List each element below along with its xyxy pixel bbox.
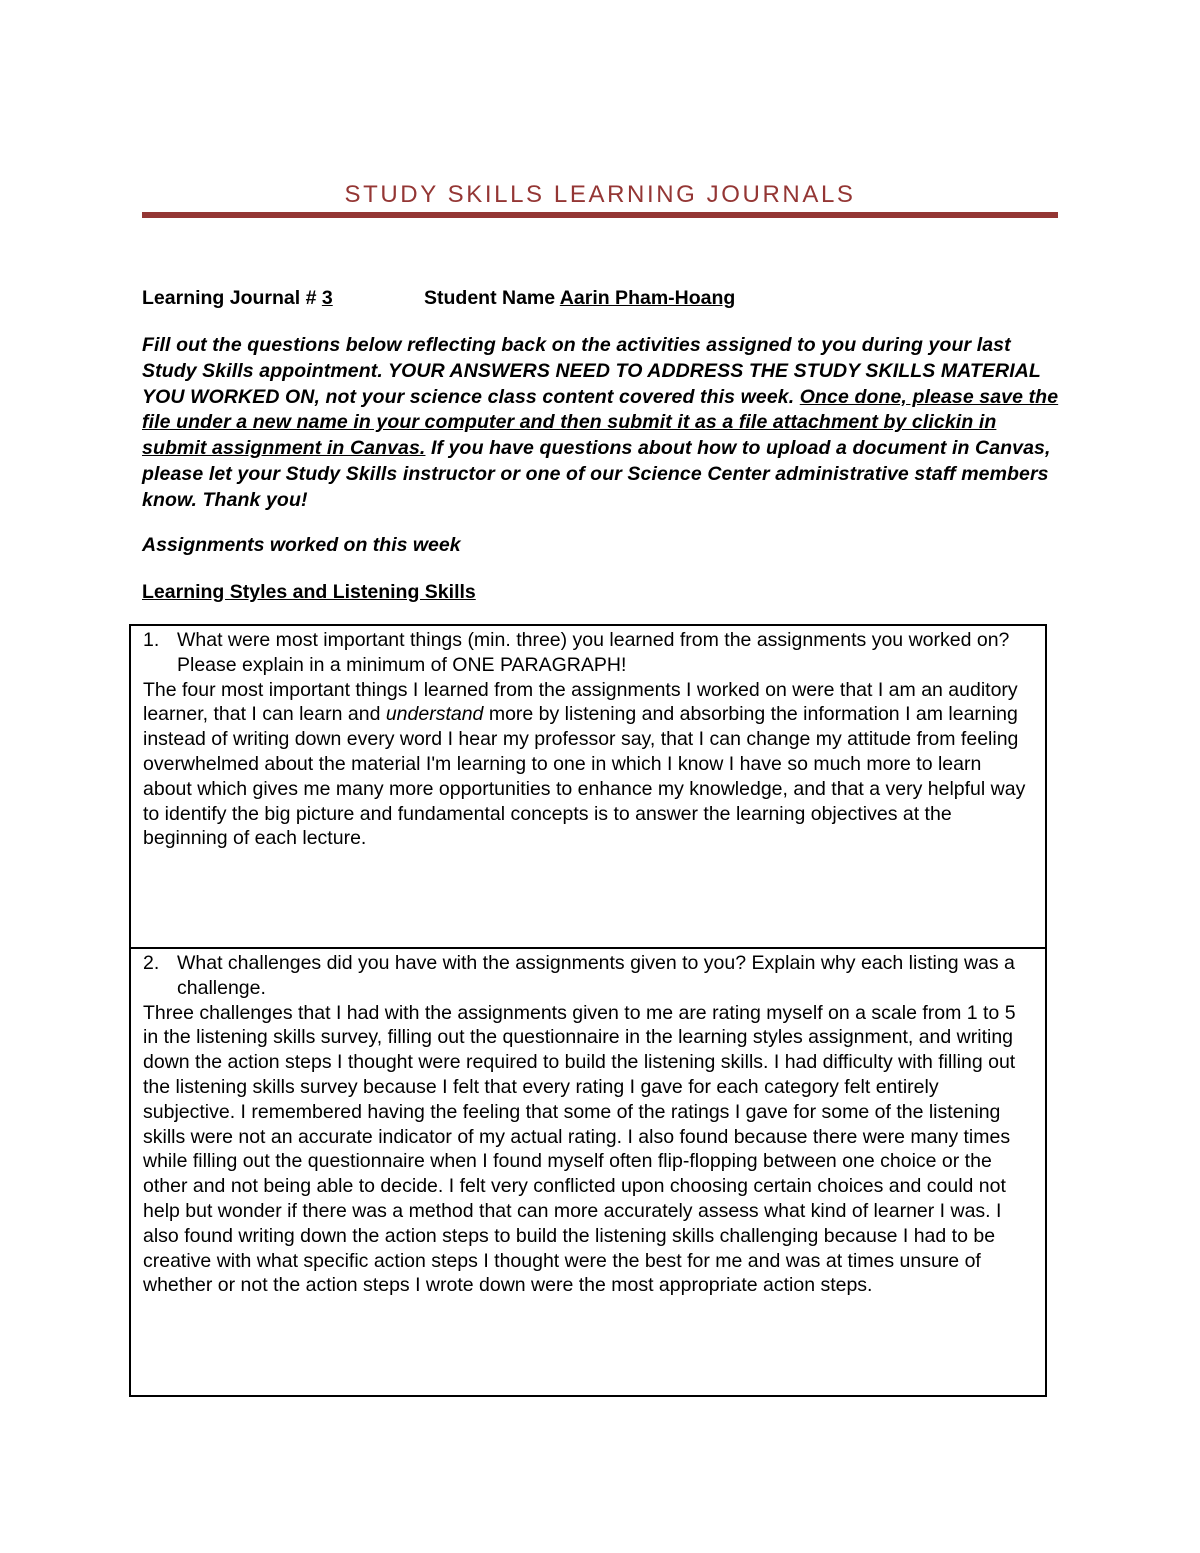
journal-number-label: Learning Journal # [142,287,322,309]
question-text-2: What challenges did you have with the assignments given to you? Explain why each listing was a challenge. [177,952,1015,999]
journal-number-value: 3 [321,287,333,309]
question-text-1: What were most important things (min. three) you learned from the assignments you worked on? Please explain in a minimum of ONE PARAGRAPH! [177,629,1010,676]
question-number-1: 1. [143,629,160,651]
student-name-value: Aarin Pham-Hoang [559,287,736,309]
answer-text-1 [143,678,1035,852]
student-name-group [424,287,735,310]
question-number-2: 2. [143,952,160,974]
journal-meta-line [142,287,736,310]
question-row-2 [143,951,1035,1001]
instructions-paragraph [142,333,1060,514]
question-cell-2 [131,949,1045,1395]
question-cell-1 [131,626,1045,949]
question-answer-table [129,624,1047,1397]
document-title: STUDY SKILLS LEARNING JOURNALS [344,181,856,208]
instructions-part-1: Fill out the questions below reflecting back on the activities assigned to you during your last Study Skills appointment. YOUR ANSWERS NEED TO ADDRESS THE STUDY SKILLS MATERIAL YOU WORKED ON, not your science class content covered this week. [142,334,1041,408]
assignments-heading: Assignments worked on this week [142,534,461,556]
answer-text-2: Three challenges that I had with the assignments given to me are rating myself on a scale from 1 to 5 in the listening skills survey, filling out the questionnaire in the learning styles assignment, and writing down the action steps I thought were required to build the listening skills. I had difficulty with filling out the listening skills survey because I felt that every rating I gave for each category felt entirely subjective. I remembered having the feeling that some of the ratings I gave for some of the listening skills were not an accurate indicator of my actual rating. I also found because there were many times while filling out the questionnaire when I found myself often flip-flopping between one choice or the other and not being able to decide. I felt very conflicted upon choosing certain choices and could not help but wonder if there was a method that can more accurately assess what kind of learner I was. I also found writing down the action steps to build the listening skills challenging because I had to be creative with what specific action steps I thought were the best for me and was at times unsure of whether or not the action steps I wrote down were the most appropriate action steps. [143,1001,1016,1297]
instructions-part-3: If you have questions about how to upload a document in Canvas, please let your Study Skills instructor or one of our Science Center administrative staff members know. Thank you! [142,437,1051,511]
answer-1-italic: understand [385,703,484,726]
instructions-part-2-underlined: Once done, please save the file under a new name in your computer and then submit it as a file attachment by clickin in submit assignment in Canvas. [142,385,1059,460]
question-row-1 [143,628,1035,678]
student-name-label: Student Name [424,287,560,309]
section-heading: Learning Styles and Listening Skills [142,581,476,603]
title-underline-rule [142,212,1058,218]
answer-1-after: more by listening and absorbing the information I am learning instead of writing down every word I hear my professor say, that I can change my attitude from feeling overwhelmed about the material I'm learning to one in which I know I have so much more to learn about which gives me many more opportunities to enhance my knowledge, and that a very helpful way to identify the big picture and fundamental concepts is to answer the learning objectives at the beginning of each lecture. [143,703,1026,850]
answer-1-before: The four most important things I learned from the assignments I worked on were that I am an auditory learner, that I can learn and [143,678,1018,726]
